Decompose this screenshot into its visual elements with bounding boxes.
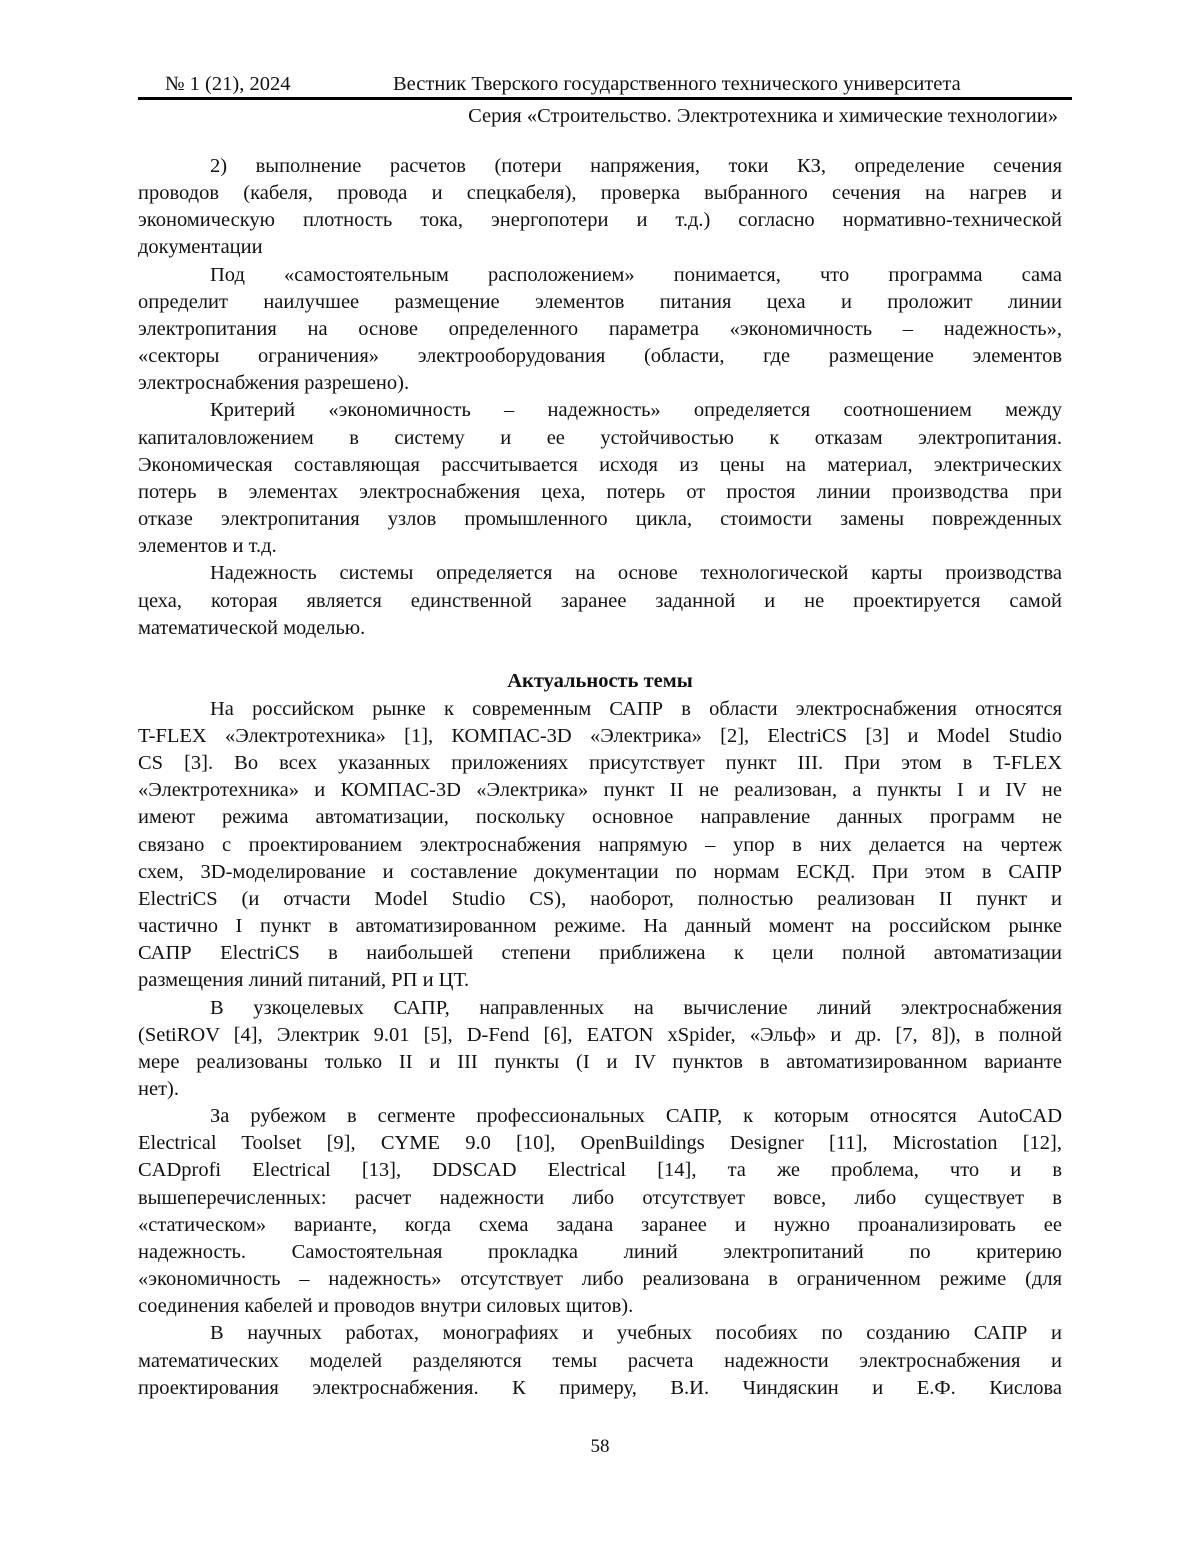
paragraph (138, 560, 1062, 641)
text-line: Electrical Toolset [9], CYME 9.0 [10], OpenBuildings Designer [11], Microstation [12], (138, 1132, 1062, 1155)
paragraph (138, 153, 1062, 262)
text-line: математической моделью. (138, 616, 366, 639)
text-line: документации (138, 236, 263, 259)
paragraph (138, 696, 1062, 995)
text-line: В узкоцелевых САПР, направленных на вычисление линий электроснабжения (210, 996, 1062, 1019)
text-line: В научных работах, монографиях и учебных пособиях по созданию САПР и (210, 1322, 1062, 1345)
text-line: «статическом» варианте, когда схема задана заранее и нужно проанализировать ее (138, 1213, 1062, 1236)
text-line: потерь в элементах электроснабжения цеха, потерь от простоя линии производства при (138, 480, 1062, 503)
paragraph (138, 262, 1062, 398)
text-line: проводов (кабеля, провода и спецкабеля), проверка выбранного сечения на нагрев и (138, 182, 1062, 205)
page-number: 58 (590, 1436, 610, 1457)
text-line: Надежность системы определяется на основе технологической карты производства (210, 562, 1062, 585)
text-line: Под «самостоятельным расположением» понимается, что программа сама (210, 263, 1062, 286)
text-line: Экономическая составляющая рассчитывается исходя из цены на материал, электрических (138, 453, 1062, 476)
journal-title: Вестник Тверского государственного технического университета (393, 73, 961, 95)
text-line: мере реализованы только II и III пункты (I и IV пунктов в автоматизированном варианте (138, 1050, 1062, 1073)
text-line: CS [3]. Во всех указанных приложениях присутствует пункт III. При этом в T-FLEX (138, 752, 1062, 775)
text-line: определит наилучшее размещение элементов питания цеха и проложит линии (138, 290, 1062, 313)
text-line: цеха, которая является единственной заранее заданной и не проектируется самой (138, 589, 1062, 612)
text-line: элементов и т.д. (138, 535, 277, 558)
text-line: размещения линий питаний, РП и ЦТ. (138, 969, 470, 992)
text-line: ElectriCS (и отчасти Model Studio CS), наоборот, полностью реализован II пункт и (138, 887, 1062, 910)
text-line: «Электротехника» и КОМПАС-3D «Электрика» пункт II не реализован, а пункты I и IV не (138, 779, 1062, 802)
text-line: (SetiROV [4], Электрик 9.01 [5], D-Fend [6], EATON xSpider, «Эльф» и др. [7, 8]), в полной (138, 1023, 1062, 1046)
section-heading: Актуальность темы (507, 669, 693, 692)
text-line: 2) выполнение расчетов (потери напряжения, токи КЗ, определение сечения (210, 155, 1062, 177)
text-line: экономическую плотность тока, энергопотери и т.д.) согласно нормативно-технической (138, 209, 1062, 232)
issue-number: № 1 (21), 2024 (165, 73, 291, 95)
text-line: соединения кабелей и проводов внутри силовых щитов). (138, 1295, 634, 1318)
text-line: нет). (138, 1078, 179, 1100)
article-body (138, 153, 1062, 1402)
text-line: «экономичность – надежность» отсутствует либо реализована в ограниченном режиме (для (138, 1268, 1062, 1291)
header-rule (138, 97, 1072, 100)
paragraph (138, 995, 1062, 1104)
text-line: «секторы ограничения» электрооборудования (области, где размещение элементов (138, 345, 1062, 368)
text-line: надежность. Самостоятельная прокладка линий электропитаний по критерию (138, 1240, 1062, 1263)
text-line: Критерий «экономичность – надежность» определяется соотношением между (210, 399, 1062, 422)
text-line: CADprofi Electrical [13], DDSCAD Electrical [14], та же проблема, что и в (138, 1159, 1062, 1182)
text-line: За рубежом в сегменте профессиональных САПР, к которым относятся AutoCAD (210, 1105, 1062, 1128)
paragraph (138, 397, 1062, 560)
paragraph (138, 1320, 1062, 1401)
text-line: T-FLEX «Электротехника» [1], КОМПАС-3D «Электрика» [2], ElectriCS [3] и Model Studio (138, 724, 1062, 747)
paragraph (138, 1103, 1062, 1320)
text-line: схем, 3D-моделирование и составление документации по нормам ЕСКД. При этом в САПР (138, 860, 1062, 883)
text-line: электроснабжения разрешено). (138, 372, 410, 395)
text-line: электропитания на основе определенного параметра «экономичность – надежность», (138, 317, 1062, 340)
text-line: капиталовложением в систему и ее устойчивостью к отказам электропитания. (138, 426, 1062, 449)
text-line: проектирования электроснабжения. К примеру, В.И. Чиндяскин и Е.Ф. Кислова (138, 1376, 1062, 1399)
text-line: САПР ElectriCS в наибольшей степени приближена к цели полной автоматизации (138, 942, 1062, 965)
text-line: отказе электропитания узлов промышленного цикла, стоимости замены поврежденных (138, 508, 1062, 531)
text-line: частично I пункт в автоматизированном режиме. На данный момент на российском рынке (138, 915, 1062, 938)
text-line: математических моделей разделяются темы расчета надежности электроснабжения и (138, 1349, 1062, 1372)
series-title: Серия «Строительство. Электротехника и химические технологии» (468, 105, 1058, 127)
text-line: вышеперечисленных: расчет надежности либо отсутствует вовсе, либо существует в (138, 1186, 1062, 1209)
text-line: связано с проектированием электроснабжения напрямую – упор в них делается на чертеж (138, 833, 1062, 856)
text-line: На российском рынке к современным САПР в области электроснабжения относятся (210, 697, 1062, 720)
text-line: имеют режима автоматизации, поскольку основное направление данных программ не (138, 806, 1062, 829)
